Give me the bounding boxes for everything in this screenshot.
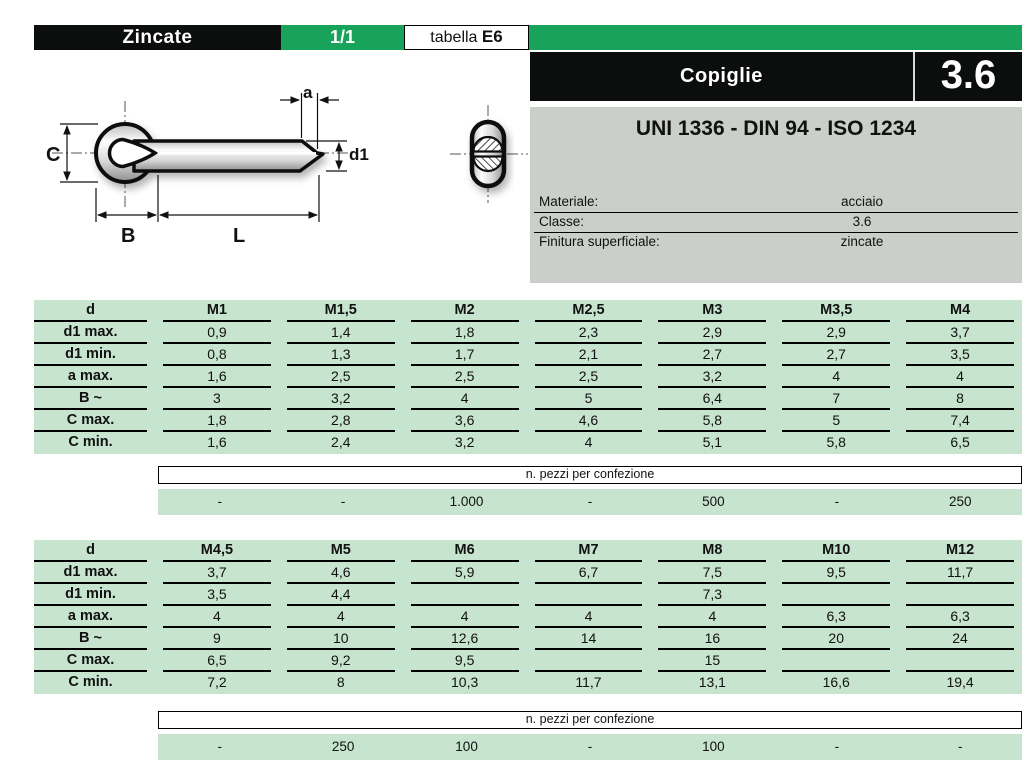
table-cell: 3,2: [658, 366, 766, 388]
table-header-row: [34, 540, 1022, 562]
table-cell: 3,7: [163, 562, 271, 584]
table-cell: 3,7: [906, 322, 1014, 344]
table-row: [34, 366, 1022, 388]
table-cell: 8: [336, 674, 345, 690]
table-cell: 2,5: [287, 366, 395, 388]
table-cell: 8: [906, 388, 1014, 410]
row-label: B ~: [34, 388, 147, 410]
table-row: [34, 562, 1022, 584]
table-cell: [906, 650, 1014, 672]
table-cell: 0,8: [163, 344, 271, 366]
table-cell: [535, 584, 643, 606]
dim-label-c: C: [46, 144, 61, 166]
packaging-value: 250: [949, 494, 972, 509]
table-cell: 4,4: [287, 584, 395, 606]
table-cell: 4: [163, 606, 271, 628]
table-cell: 2,3: [535, 322, 643, 344]
dimension-table-2: [34, 540, 1022, 694]
product-finish-banner: Zincate: [34, 25, 281, 50]
table-cell: 2,8: [287, 410, 395, 432]
table-cell: 5,8: [658, 410, 766, 432]
class-code-badge: 3.6: [940, 53, 997, 97]
row-label-header: d: [34, 540, 147, 562]
table-cell: 4: [906, 366, 1014, 388]
table-cell: 4,6: [535, 410, 643, 432]
table-cell: 15: [658, 650, 766, 672]
table-cell: 5,1: [702, 434, 723, 450]
column-header: M7: [535, 540, 643, 562]
table-cell: 4: [411, 388, 519, 410]
spec-label: Finitura superficiale:: [539, 234, 660, 249]
table-row: [34, 432, 1022, 454]
row-label: B ~: [34, 628, 147, 650]
packaging-value: -: [958, 739, 963, 754]
table-cell: 16: [658, 628, 766, 650]
packaging-value: 100: [702, 739, 725, 754]
table-cell: 6,3: [906, 606, 1014, 628]
table-cell: 6,5: [163, 650, 271, 672]
table-row: [34, 410, 1022, 432]
table-cell: 9,5: [411, 650, 519, 672]
packaging-value: -: [587, 739, 593, 754]
table-cell: 3,5: [163, 584, 271, 606]
table-cell: 4: [658, 606, 766, 628]
column-header: M10: [782, 540, 890, 562]
spec-row-classe: [534, 213, 1018, 233]
table-row: [34, 584, 1022, 606]
table-cell: 2,5: [535, 366, 643, 388]
packaging-values-row-1: [158, 489, 1022, 515]
table-cell: 9: [163, 628, 271, 650]
column-header: M1,5: [287, 300, 395, 322]
spec-label: Materiale:: [539, 194, 599, 209]
table-cell: 1,6: [207, 434, 227, 450]
packaging-value: 250: [331, 739, 355, 754]
table-cell: 4: [287, 606, 395, 628]
column-header: M6: [411, 540, 519, 562]
table-row: [34, 322, 1022, 344]
table-header-row: [34, 300, 1022, 322]
row-label: d1 max.: [34, 322, 147, 344]
packaging-label-box-1: n. pezzi per confezione: [158, 466, 1022, 484]
table-cell: 1,7: [411, 344, 519, 366]
row-label: C max.: [34, 410, 147, 432]
column-header: M4,5: [163, 540, 271, 562]
table-reference-prefix: tabella: [430, 29, 478, 46]
packaging-value: 500: [702, 494, 725, 509]
table-cell: 7,2: [207, 674, 227, 690]
pin-side-view: [96, 124, 323, 182]
table-cell: 4: [584, 434, 593, 450]
spec-panel: [530, 107, 1022, 283]
packaging-value: -: [587, 494, 593, 509]
pin-prongs: [134, 141, 323, 171]
table-cell: 3,2: [287, 388, 395, 410]
column-header: M3,5: [782, 300, 890, 322]
table-cell: 2,7: [782, 344, 890, 366]
packaging-values-row-2: [158, 734, 1022, 760]
spec-row-finitura: [534, 233, 1018, 252]
table-cell: 5: [782, 410, 890, 432]
table-cell: 11,7: [575, 674, 602, 690]
table-cell: 3,6: [411, 410, 519, 432]
table-cell: 1,6: [163, 366, 271, 388]
spec-rows: [534, 193, 1018, 252]
table-cell: 9,2: [287, 650, 395, 672]
row-label-header: d: [34, 300, 147, 322]
table-cell: 12,6: [411, 628, 519, 650]
packaging-value: -: [217, 739, 222, 754]
column-header: M4: [906, 300, 1014, 322]
column-header: M1: [163, 300, 271, 322]
dimension-table-1: [34, 300, 1022, 454]
header-green-strip: [281, 25, 1022, 50]
column-header: M2: [411, 300, 519, 322]
table-cell: 2,5: [411, 366, 519, 388]
spec-value: acciaio: [840, 194, 884, 209]
column-header: M2,5: [535, 300, 643, 322]
row-label: a max.: [34, 366, 147, 388]
table-cell: 1,3: [287, 344, 395, 366]
table-cell: 1,4: [287, 322, 395, 344]
table-cell: [411, 584, 519, 606]
table-cell: 3,2: [454, 434, 475, 450]
table-cell: 1,8: [411, 322, 519, 344]
spec-value: 3.6: [852, 214, 872, 229]
spec-value: zincate: [840, 234, 884, 249]
row-label: a max.: [34, 606, 147, 628]
packaging-value: -: [834, 739, 840, 754]
pin-end-view: [472, 122, 504, 186]
column-header: M12: [906, 540, 1014, 562]
table-cell: 2,9: [658, 322, 766, 344]
column-header: M8: [658, 540, 766, 562]
column-header: M3: [658, 300, 766, 322]
table-row: [34, 650, 1022, 672]
table-cell: 20: [782, 628, 890, 650]
dim-label-l: L: [233, 225, 246, 247]
row-label: C min.: [68, 674, 113, 690]
packaging-value: -: [834, 494, 840, 509]
spec-row-materiale: [534, 193, 1018, 213]
table-cell: 7,3: [658, 584, 766, 606]
page-title: Copiglie: [680, 65, 763, 87]
row-label: C max.: [34, 650, 147, 672]
dim-label-d1: d1: [349, 145, 369, 164]
table-cell: [782, 650, 890, 672]
table-cell: [782, 584, 890, 606]
packaging-value: 1.000: [449, 494, 484, 509]
spec-label: Classe:: [539, 214, 585, 229]
table-cell: 9,5: [782, 562, 890, 584]
row-label: d1 min.: [34, 584, 147, 606]
table-cell: 16,6: [822, 674, 850, 690]
table-cell: 4: [782, 366, 890, 388]
packaging-label-box-2: n. pezzi per confezione: [158, 711, 1022, 729]
table-row: [34, 606, 1022, 628]
table-cell: 2,4: [331, 434, 351, 450]
table-cell: 7,5: [658, 562, 766, 584]
row-label: d1 min.: [34, 344, 147, 366]
table-reference-box: [404, 25, 529, 50]
table-cell: 14: [535, 628, 643, 650]
packaging-value: 100: [455, 739, 478, 754]
table-cell: 3,5: [906, 344, 1014, 366]
table-cell: 2,9: [782, 322, 890, 344]
table-row: [34, 344, 1022, 366]
table-cell: 5: [535, 388, 643, 410]
table-row: [34, 388, 1022, 410]
table-row: [34, 628, 1022, 650]
table-cell: 6,4: [658, 388, 766, 410]
row-label: d1 max.: [34, 562, 147, 584]
dim-label-a: a: [303, 85, 313, 102]
table-cell: 5,9: [411, 562, 519, 584]
table-cell: 13,1: [698, 674, 726, 690]
table-cell: 10,3: [451, 674, 479, 690]
table-cell: 10: [287, 628, 395, 650]
column-header: M5: [287, 540, 395, 562]
table-cell: 0,9: [163, 322, 271, 344]
table-cell: 6,5: [950, 434, 970, 450]
table-reference-code: E6: [481, 27, 503, 46]
table-cell: [535, 650, 643, 672]
packaging-value: -: [217, 494, 222, 509]
table-row: [34, 672, 1022, 694]
table-cell: 1,8: [163, 410, 271, 432]
table-cell: 6,3: [782, 606, 890, 628]
table-cell: 4: [411, 606, 519, 628]
table-cell: 4,6: [287, 562, 395, 584]
table-cell: 3: [163, 388, 271, 410]
table-cell: [906, 584, 1014, 606]
row-label: C min.: [68, 434, 113, 450]
table-cell: 6,7: [535, 562, 643, 584]
dim-label-b: B: [121, 225, 136, 247]
packaging-value: -: [340, 494, 346, 509]
page-indicator: 1/1: [329, 27, 356, 47]
standards-line: UNI 1336 - DIN 94 - ISO 1234: [635, 117, 917, 140]
table-cell: 2,7: [658, 344, 766, 366]
title-bar: [530, 52, 1022, 101]
table-cell: 24: [906, 628, 1014, 650]
table-cell: 7: [782, 388, 890, 410]
table-cell: 5,8: [826, 434, 846, 450]
table-cell: 7,4: [906, 410, 1014, 432]
table-cell: 11,7: [906, 562, 1014, 584]
table-cell: 4: [535, 606, 643, 628]
table-cell: 2,1: [535, 344, 643, 366]
table-cell: 19,4: [946, 674, 974, 690]
technical-drawing: [34, 85, 534, 265]
